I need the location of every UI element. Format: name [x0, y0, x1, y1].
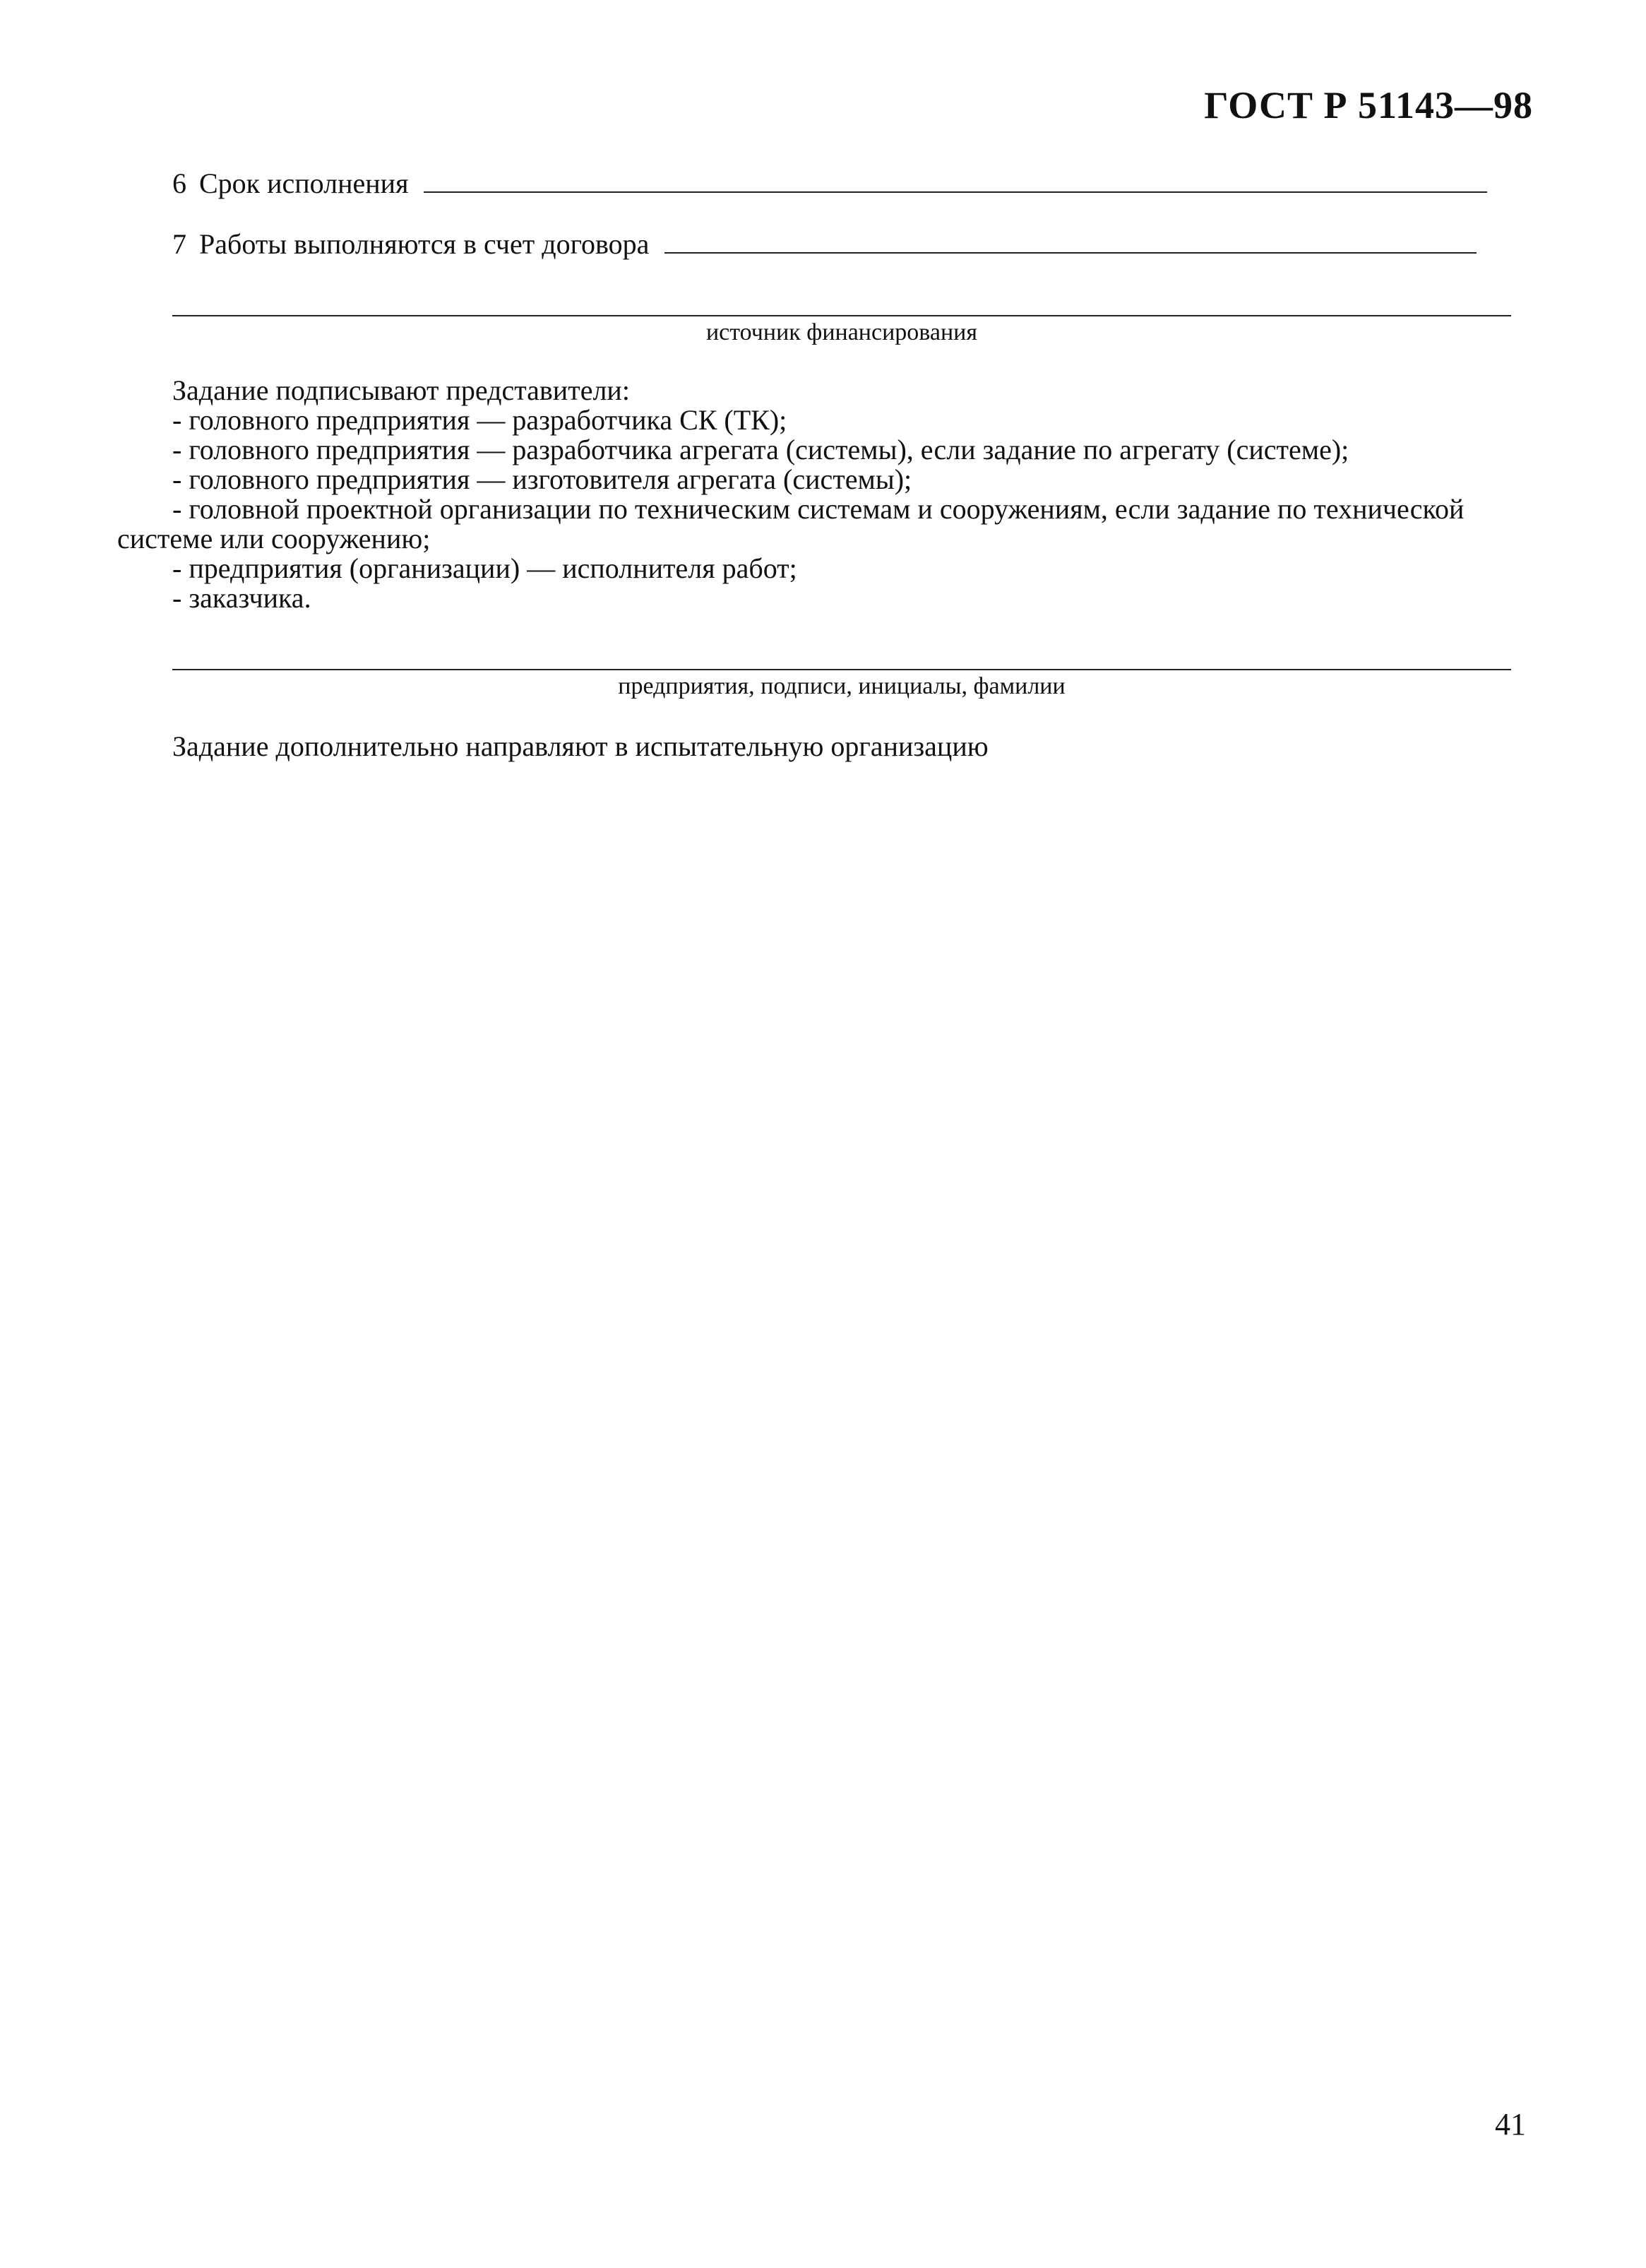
- deadline-blank-line: [424, 191, 1487, 193]
- list-item: - головной проектной организации по техническим системам и сооружениям, если задание по технической системе или сооружению;: [117, 493, 1465, 554]
- field-contract: [172, 227, 1477, 261]
- page-number: 41: [1495, 2107, 1526, 2142]
- list-item: - предприятия (организации) — исполнителя работ;: [172, 552, 797, 584]
- field-label: Работы выполняются в счет договора: [199, 228, 650, 260]
- list-item: - головного предприятия — изготовителя агрегата (системы);: [172, 463, 912, 495]
- list-item: - головного предприятия — разработчика агрегата (системы), если задание по агрегату (системе);: [172, 434, 1349, 465]
- closing-note: Задание дополнительно направляют в испытательную организацию: [172, 730, 989, 762]
- list-item: - заказчика.: [172, 582, 311, 614]
- signature-caption: предприятия, подписи, инициалы, фамилии: [618, 673, 1066, 699]
- signatories-list: [0, 405, 1646, 613]
- signature-blank-line: [172, 669, 1511, 670]
- funding-caption: источник финансирования: [705, 319, 978, 345]
- field-number: 7: [172, 228, 186, 260]
- list-item: - головного предприятия — разработчика СК (ТК);: [172, 404, 787, 436]
- document-code: ГОСТ Р 51143—98: [1204, 84, 1533, 126]
- field-deadline: [172, 167, 1487, 200]
- field-label: Срок исполнения: [199, 167, 409, 199]
- field-number: 6: [172, 167, 186, 199]
- signatories-intro: Задание подписывают представители:: [172, 374, 630, 406]
- funding-blank-line: [172, 315, 1511, 316]
- contract-blank-line: [664, 251, 1477, 254]
